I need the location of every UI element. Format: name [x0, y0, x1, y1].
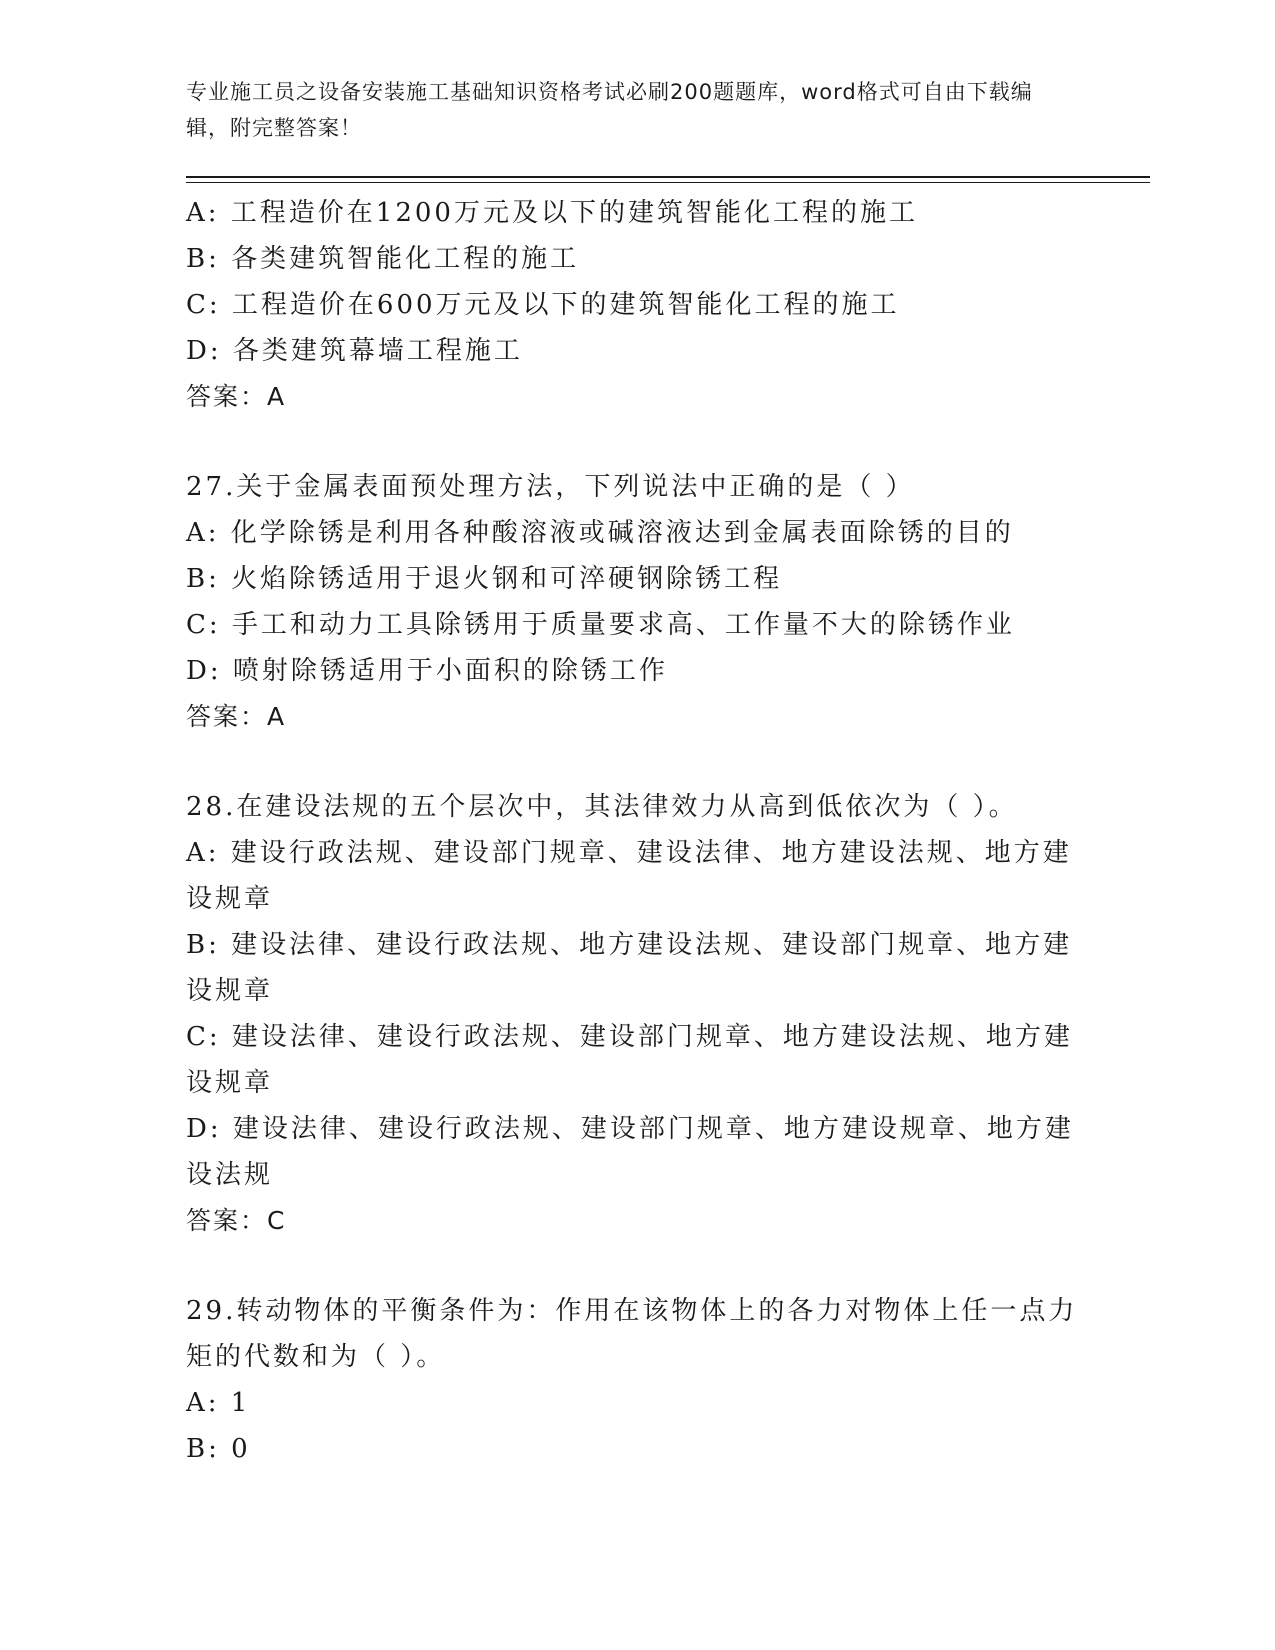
spacer: [186, 1244, 1086, 1288]
q27-option-a: A: 化学除锈是利用各种酸溶液或碱溶液达到金属表面除锈的目的: [186, 518, 1014, 548]
q26-option-a: A: 工程造价在1200万元及以下的建筑智能化工程的施工: [186, 198, 918, 228]
q26-option-b: B: 各类建筑智能化工程的施工: [186, 244, 580, 274]
document-header: 专业施工员之设备安装施工基础知识资格考试必刷200题题库，word格式可自由下载编辑，附完整答案！: [186, 80, 1033, 140]
q28-option-c: C: 建设法律、建设行政法规、建设部门规章、地方建设法规、地方建设规章: [186, 1022, 1073, 1098]
question-list: [186, 190, 1086, 1472]
q27-question: 27.关于金属表面预处理方法，下列说法中正确的是（ ）: [186, 472, 915, 502]
spacer: [186, 740, 1086, 784]
q28-option-b: B: 建设法律、建设行政法规、地方建设法规、建设部门规章、地方建设规章: [186, 930, 1073, 1006]
q26-answer: 答案：A: [186, 382, 287, 411]
header-rule-thick: [186, 176, 1150, 178]
q29-option-b: B: 0: [186, 1434, 251, 1464]
q26-option-c: C: 工程造价在600万元及以下的建筑智能化工程的施工: [186, 290, 900, 320]
q28-option-d: D: 建设法律、建设行政法规、建设部门规章、地方建设规章、地方建设法规: [186, 1114, 1074, 1190]
q27-answer: 答案：A: [186, 702, 287, 731]
q27-option-d: D: 喷射除锈适用于小面积的除锈工作: [186, 656, 668, 686]
question-block-27: [186, 464, 1086, 740]
question-block-26: [186, 190, 1086, 420]
question-block-29: [186, 1288, 1086, 1472]
q28-answer: 答案：C: [186, 1206, 287, 1235]
question-block-28: [186, 784, 1086, 1244]
q27-option-c: C: 手工和动力工具除锈用于质量要求高、工作量不大的除锈作业: [186, 610, 1015, 640]
header-rule-thin: [186, 182, 1150, 183]
spacer: [186, 420, 1086, 464]
q28-question: 28.在建设法规的五个层次中，其法律效力从高到低依次为（ ）。: [186, 792, 1018, 822]
q29-option-a: A: 1: [186, 1388, 251, 1418]
q26-option-d: D: 各类建筑幕墙工程施工: [186, 336, 523, 366]
q29-question: 29.转动物体的平衡条件为：作用在该物体上的各力对物体上任一点力矩的代数和为（ ）。: [186, 1296, 1078, 1372]
q28-option-a: A: 建设行政法规、建设部门规章、建设法律、地方建设法规、地方建设规章: [186, 838, 1072, 914]
q27-option-b: B: 火焰除锈适用于退火钢和可淬硬钢除锈工程: [186, 564, 783, 594]
